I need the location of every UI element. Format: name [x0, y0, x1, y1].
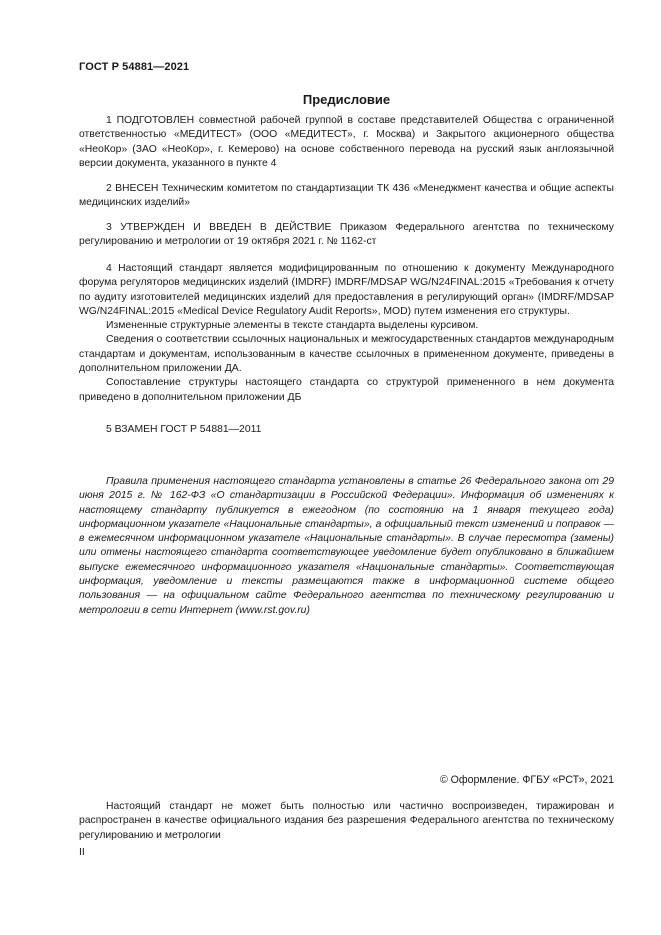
- standard-application-rules: [79, 475, 614, 618]
- document-code: ГОСТ Р 54881—2021: [79, 61, 190, 73]
- preface-item-4-paragraph-4: Сопоставление структуры настоящего стандарта со структурой примененного в нем документа приведено в дополнительном приложении ДБ: [79, 377, 614, 403]
- preface-item-3-text: 3 УТВЕРЖДЕН И ВВЕДЕН В ДЕЙСТВИЕ Приказом Федерального агентства по техническому регулированию и метрологии от 19 октября 2021 г. № 1162-ст: [79, 222, 614, 248]
- preface-item-5: [79, 423, 614, 437]
- preface-item-4-paragraph-2: Измененные структурные элементы в тексте стандарта выделены курсивом.: [106, 320, 479, 332]
- preface-item-5-text: 5 ВЗАМЕН ГОСТ Р 54881—2011: [106, 424, 262, 435]
- preface-item-1: [79, 114, 614, 171]
- standard-application-rules-text: Правила применения настоящего стандарта установлены в статье 26 Федерального закона от 29 июня 2015 г. № 162-ФЗ «О стандартизации в Российской Федерации». Информация об изменениях к настоящему стандарту публикуется в ежегодном (по состоянию на 1 января текущего года) информационном указателе «Национальные стандарты», а официальный текст изменений и поправок — в ежемесячном информационном указателе «Национальные стандарты». В случае пересмотра (замены) или отмены настоящего стандарта соответствующее уведомление будет опубликовано в ближайшем выпуске ежемесячного информационного указателя «Национальные стандарты». Соответствующая информация, уведомление и тексты размещаются также в информационной системе общего пользования — на официальном сайте Федерального агентства по техническому регулированию и метрологии в сети Интернет (www.rst.gov.ru): [79, 476, 614, 616]
- preface-title-text: Предисловие: [302, 92, 391, 107]
- preface-item-4-paragraph-1: 4 Настоящий стандарт является модифицированным по отношению к документу Международного форума регуляторов медицинских изделий (IMDRF) IMDRF/MDSAP WG/N24FINAL:2015 «Требования к отчету по аудиту изготовителей медицинских изделий для предоставления в регулирующий орган» (IMDRF/MDSAP WG/N24FINAL:2015 «Medical Device Regulatory Audit Reports», MOD) путем изменения его структуры.: [79, 263, 614, 317]
- preface-item-3: [79, 221, 614, 250]
- reproduction-notice: [79, 800, 614, 843]
- reproduction-notice-text: Настоящий стандарт не может быть полностью или частично воспроизведен, тиражирован и распространен в качестве официального издания без разрешения Федерального агентства по техническому регулированию и метрологии: [79, 801, 614, 841]
- preface-item-2: [79, 182, 614, 211]
- preface-item-4: [79, 262, 614, 405]
- preface-item-4-paragraph-3: Сведения о соответствии ссылочных национальных и межгосударственных стандартов международным стандартам и документам, использованным в качестве ссылочных в примененном документе, приведены в дополнительном приложении ДА.: [79, 334, 614, 375]
- page-number: II: [79, 847, 85, 858]
- preface-item-2-text: 2 ВНЕСЕН Техническим комитетом по стандартизации ТК 436 «Менеджмент качества и общие аспекты медицинских изделий»: [79, 183, 614, 209]
- preface-item-1-text: 1 ПОДГОТОВЛЕН совместной рабочей группой в составе представителей Общества с ограниченной ответственностью «МЕДИТЕСТ» (ООО «МЕДИТЕСТ», г. Москва) и Закрытого акционерного общества «НеоКор» (ЗАО «НеоКор», г. Кемерово) на основе собственного перевода на русский язык англоязычной версии документа, указанного в пункте 4: [79, 115, 614, 169]
- copyright-notice: © Оформление. ФГБУ «РСТ», 2021: [439, 774, 614, 786]
- preface-title: [0, 92, 661, 107]
